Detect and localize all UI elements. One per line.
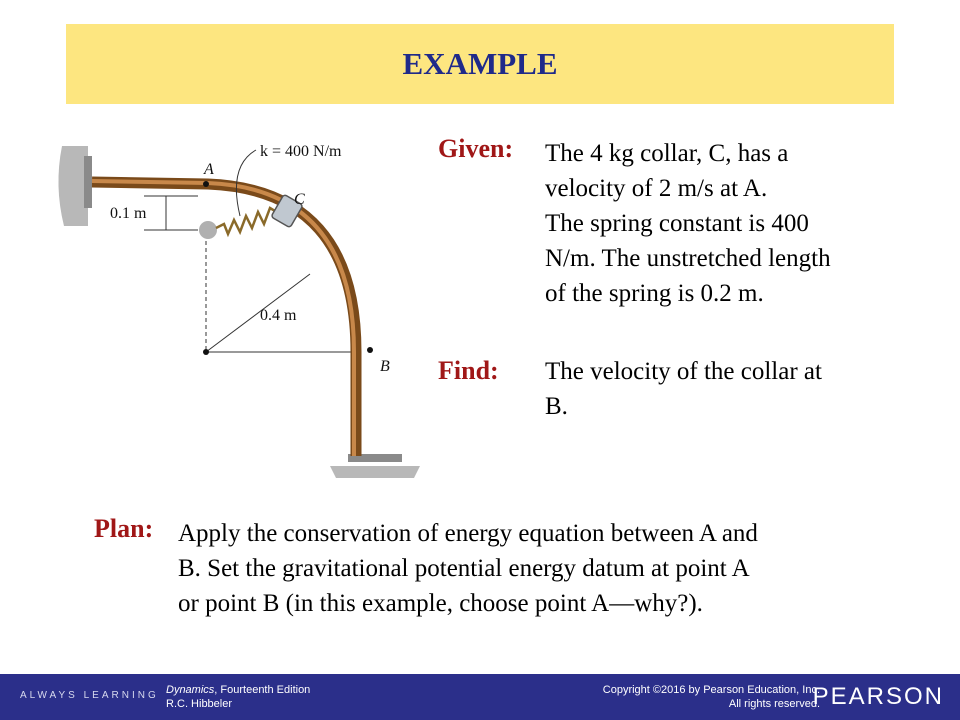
footer-bar — [0, 674, 960, 720]
find-label: Find: — [438, 356, 499, 385]
plan-text — [178, 516, 908, 621]
find-line: B. — [545, 393, 568, 420]
page-title: EXAMPLE — [402, 46, 558, 81]
book-title: Dynamics — [166, 684, 215, 696]
book-info — [166, 683, 310, 711]
point-c-label: C — [294, 191, 305, 208]
plan-label: Plan: — [94, 514, 154, 543]
given-line: of the spring is 0.2 m. — [545, 280, 764, 307]
rights-line: All rights reserved. — [728, 698, 820, 710]
point-a-label: A — [204, 161, 214, 178]
copyright-line: Copyright ©2016 by Pearson Education, Inc. — [602, 684, 820, 696]
given-line: The spring constant is 400 — [545, 210, 809, 237]
center-dot — [203, 349, 209, 355]
plan-line: Apply the conservation of energy equation between A and — [178, 520, 758, 547]
book-author: R.C. Hibbeler — [166, 698, 233, 710]
dimension-04-label: 0.4 m — [260, 307, 297, 324]
dimension-01-label: 0.1 m — [110, 205, 147, 222]
spring-constant-label: k = 400 N/m — [260, 143, 342, 160]
pearson-logo: PEARSON — [812, 683, 944, 710]
point-a-dot — [203, 181, 209, 187]
rod-highlight — [92, 181, 354, 456]
wall-plate — [84, 156, 92, 208]
point-b-dot — [367, 347, 373, 353]
copyright-notice — [603, 683, 820, 711]
find-line: The velocity of the collar at — [545, 358, 822, 385]
spring — [216, 208, 280, 234]
spring-anchor — [199, 221, 217, 239]
point-b-label: B — [380, 358, 390, 375]
given-label: Given: — [438, 134, 514, 163]
find-text — [545, 354, 905, 424]
given-line: N/m. The unstretched length — [545, 245, 831, 272]
title-banner — [66, 24, 894, 104]
collar-spring-diagram — [48, 126, 428, 482]
always-learning-tagline: ALWAYS LEARNING — [20, 690, 159, 701]
ground-hatch — [330, 466, 420, 478]
book-edition: , Fourteenth Edition — [214, 684, 311, 696]
given-line: The 4 kg collar, C, has a — [545, 140, 789, 167]
plan-line: B. Set the gravitational potential energy datum at point A — [178, 555, 750, 582]
wall-ground-hatch — [58, 146, 88, 226]
given-line: velocity of 2 m/s at A. — [545, 175, 768, 202]
plan-line: or point B (in this example, choose point A—why?). — [178, 590, 703, 617]
given-text — [545, 136, 905, 311]
